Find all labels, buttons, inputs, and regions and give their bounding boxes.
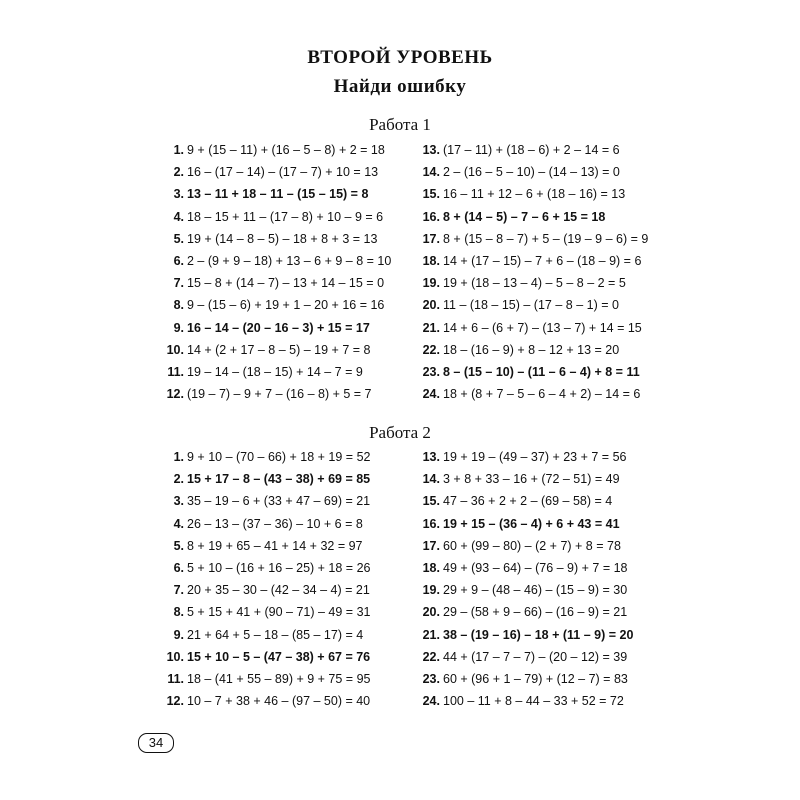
exercise-expression: 19 + 15 – (36 – 4) + 6 + 43 = 41 xyxy=(443,516,620,531)
exercise-number: 16. xyxy=(422,516,440,531)
exercise-row xyxy=(160,624,363,646)
exercise-expression: (17 – 11) + (18 – 6) + 2 – 14 = 6 xyxy=(443,143,620,157)
exercise-number: 17. xyxy=(422,231,440,246)
exercise-expression: 18 + (8 + 7 – 5 – 6 – 4 + 2) – 14 = 6 xyxy=(443,387,641,402)
exercise-row xyxy=(160,294,384,316)
exercise-row xyxy=(416,557,628,579)
exercise-expression: 38 – (19 – 16) – 18 + (11 – 9) = 20 xyxy=(443,627,634,642)
exercise-number: 12. xyxy=(166,694,184,709)
exercise-expression: 16 – 11 + 12 – 6 + (18 – 16) = 13 xyxy=(443,187,626,202)
exercise-row xyxy=(416,183,625,205)
exercise-row xyxy=(160,557,370,579)
exercise-number: 5. xyxy=(173,231,184,246)
exercise-expression: 60 + (99 – 80) – (2 + 7) + 8 = 78 xyxy=(443,538,621,553)
exercise-number: 8. xyxy=(173,605,184,620)
exercise-expression: 19 – 14 – (18 – 15) + 14 – 7 = 9 xyxy=(187,365,363,379)
exercise-expression: 10 – 7 + 38 + 46 – (97 – 50) = 40 xyxy=(187,694,371,709)
exercise-number: 21. xyxy=(422,627,440,642)
exercise-expression: 3 + 8 + 33 – 16 + (72 – 51) = 49 xyxy=(443,472,620,487)
exercise-row xyxy=(160,139,385,161)
exercise-expression: 16 – 14 – (20 – 16 – 3) + 15 = 17 xyxy=(187,320,370,335)
exercise-number: 24. xyxy=(422,694,440,709)
exercise-row xyxy=(160,601,370,623)
exercise-number: 1. xyxy=(173,143,184,157)
exercise-expression: 60 + (96 + 1 – 79) + (12 – 7) = 83 xyxy=(443,672,628,686)
exercise-number: 23. xyxy=(422,365,440,379)
exercise-expression: 19 + (14 – 8 – 5) – 18 + 8 + 3 = 13 xyxy=(187,231,378,246)
exercise-number: 12. xyxy=(166,387,184,402)
exercise-expression: 2 – (9 + 9 – 18) + 13 – 6 + 9 – 8 = 10 xyxy=(187,254,392,268)
exercise-row xyxy=(416,361,640,383)
exercise-row xyxy=(416,339,619,361)
exercise-expression: 29 – (58 + 9 – 66) – (16 – 9) = 21 xyxy=(443,605,628,620)
exercise-row xyxy=(416,250,641,272)
exercise-number: 22. xyxy=(422,649,440,664)
exercise-row xyxy=(416,383,640,405)
exercise-expression: 8 – (15 – 10) – (11 – 6 – 4) + 8 = 11 xyxy=(443,365,640,379)
section-title-work-1: Работа 1 xyxy=(369,115,431,134)
exercise-expression: 29 + 9 – (48 – 46) – (15 – 9) = 30 xyxy=(443,583,628,598)
exercise-row xyxy=(416,317,642,339)
exercise-row xyxy=(416,228,648,250)
exercise-row xyxy=(160,446,370,468)
exercise-number: 2. xyxy=(173,165,184,180)
exercise-expression: 9 + 10 – (70 – 66) + 18 + 19 = 52 xyxy=(187,450,371,464)
exercise-number: 8. xyxy=(173,298,184,313)
exercise-number: 2. xyxy=(173,472,184,487)
exercise-number: 21. xyxy=(422,320,440,335)
exercise-number: 4. xyxy=(173,516,184,531)
exercise-expression: 8 + (15 – 8 – 7) + 5 – (19 – 9 – 6) = 9 xyxy=(443,231,649,246)
exercise-expression: 47 – 36 + 2 + 2 – (69 – 58) = 4 xyxy=(443,494,613,509)
exercise-row xyxy=(160,383,372,405)
exercise-expression: 5 + 10 – (16 + 16 – 25) + 18 = 26 xyxy=(187,561,371,575)
page-title: ВТОРОЙ УРОВЕНЬ xyxy=(307,47,493,68)
exercise-expression: 49 + (93 – 64) – (76 – 9) + 7 = 18 xyxy=(443,561,628,575)
exercise-number: 22. xyxy=(422,342,440,357)
exercise-expression: 5 + 15 + 41 + (90 – 71) – 49 = 31 xyxy=(187,605,371,620)
exercise-row xyxy=(160,250,391,272)
exercise-number: 1. xyxy=(173,450,184,464)
exercise-number: 3. xyxy=(173,187,184,202)
exercise-expression: 11 – (18 – 15) – (17 – 8 – 1) = 0 xyxy=(443,298,619,313)
exercise-expression: 9 – (15 – 6) + 19 + 1 – 20 + 16 = 16 xyxy=(187,298,385,313)
exercise-row xyxy=(416,624,633,646)
exercise-number: 20. xyxy=(422,298,440,313)
exercise-expression: 18 – (16 – 9) + 8 – 12 + 13 = 20 xyxy=(443,342,620,357)
exercise-number: 20. xyxy=(422,605,440,620)
exercise-row xyxy=(416,161,620,183)
exercise-expression: 9 + (15 – 11) + (16 – 5 – 8) + 2 = 18 xyxy=(187,143,385,157)
exercise-number: 11. xyxy=(167,365,184,379)
exercise-expression: 8 + 19 + 65 – 41 + 14 + 32 = 97 xyxy=(187,538,363,553)
exercise-number: 4. xyxy=(173,209,184,224)
exercise-row xyxy=(160,361,363,383)
exercise-expression: 2 – (16 – 5 – 10) – (14 – 13) = 0 xyxy=(443,165,620,180)
exercise-number: 6. xyxy=(173,561,184,575)
exercise-expression: 15 – 8 + (14 – 7) – 13 + 14 – 15 = 0 xyxy=(187,276,385,291)
exercise-number: 7. xyxy=(173,276,184,291)
exercise-row xyxy=(416,468,620,490)
exercise-row xyxy=(416,690,624,712)
exercise-expression: 21 + 64 + 5 – 18 – (85 – 17) = 4 xyxy=(187,627,364,642)
exercise-expression: 35 – 19 – 6 + (33 + 47 – 69) = 21 xyxy=(187,494,371,509)
exercise-row xyxy=(416,446,626,468)
exercise-row xyxy=(416,535,621,557)
exercise-expression: 26 – 13 – (37 – 36) – 10 + 6 = 8 xyxy=(187,516,363,531)
exercise-number: 3. xyxy=(173,494,184,509)
section-title-work-2: Работа 2 xyxy=(369,423,431,442)
exercise-row xyxy=(160,161,378,183)
exercise-number: 7. xyxy=(173,583,184,598)
exercise-row xyxy=(160,513,363,535)
exercise-row xyxy=(160,206,383,228)
exercise-row xyxy=(160,535,363,557)
exercise-row xyxy=(416,668,628,690)
exercise-number: 19. xyxy=(422,583,440,598)
exercise-row xyxy=(160,183,368,205)
exercise-expression: 20 + 35 – 30 – (42 – 34 – 4) = 21 xyxy=(187,583,370,598)
exercise-number: 14. xyxy=(422,165,440,180)
exercise-number: 10. xyxy=(166,342,184,357)
exercise-row xyxy=(416,206,605,228)
exercise-expression: 19 + (18 – 13 – 4) – 5 – 8 – 2 = 5 xyxy=(443,276,626,291)
exercise-number: 18. xyxy=(422,561,440,575)
exercise-expression: 15 + 10 – 5 – (47 – 38) + 67 = 76 xyxy=(187,649,371,664)
exercise-expression: 44 + (17 – 7 – 7) – (20 – 12) = 39 xyxy=(443,649,628,664)
exercise-row xyxy=(416,294,619,316)
exercise-expression: 18 – (41 + 55 – 89) + 9 + 75 = 95 xyxy=(187,672,371,686)
exercise-row xyxy=(160,646,370,668)
exercise-number: 13. xyxy=(422,143,440,157)
exercise-row xyxy=(160,272,384,294)
exercise-row xyxy=(160,228,377,250)
exercise-expression: 14 + (2 + 17 – 8 – 5) – 19 + 7 = 8 xyxy=(187,342,371,357)
exercise-row xyxy=(160,668,370,690)
exercise-row xyxy=(416,513,620,535)
exercise-expression: 15 + 17 – 8 – (43 – 38) + 69 = 85 xyxy=(187,472,371,487)
exercise-number: 9. xyxy=(173,627,184,642)
exercise-expression: 13 – 11 + 18 – 11 – (15 – 15) = 8 xyxy=(187,187,369,202)
exercise-expression: 14 + (17 – 15) – 7 + 6 – (18 – 9) = 6 xyxy=(443,254,642,268)
exercise-expression: 18 – 15 + 11 – (17 – 8) + 10 – 9 = 6 xyxy=(187,209,384,224)
exercise-row xyxy=(416,646,627,668)
exercise-row xyxy=(416,272,626,294)
exercise-number: 14. xyxy=(422,472,440,487)
page-number: 34 xyxy=(138,733,174,753)
exercise-number: 15. xyxy=(422,187,440,202)
exercise-number: 13. xyxy=(422,450,440,464)
exercise-expression: 100 – 11 + 8 – 44 – 33 + 52 = 72 xyxy=(443,694,624,709)
exercise-number: 23. xyxy=(422,672,440,686)
exercise-row xyxy=(160,468,370,490)
exercise-row xyxy=(416,139,620,161)
exercise-number: 18. xyxy=(422,254,440,268)
exercise-number: 5. xyxy=(173,538,184,553)
exercise-expression: (19 – 7) – 9 + 7 – (16 – 8) + 5 = 7 xyxy=(187,387,372,402)
exercise-number: 15. xyxy=(422,494,440,509)
exercise-number: 16. xyxy=(422,209,440,224)
exercise-number: 19. xyxy=(422,276,440,291)
exercise-expression: 16 – (17 – 14) – (17 – 7) + 10 = 13 xyxy=(187,165,379,180)
exercise-row xyxy=(416,490,612,512)
exercise-row xyxy=(160,490,370,512)
exercise-row xyxy=(416,601,627,623)
exercise-row xyxy=(160,339,370,361)
exercise-number: 10. xyxy=(166,649,184,664)
exercise-number: 11. xyxy=(167,672,184,686)
exercise-expression: 14 + 6 – (6 + 7) – (13 – 7) + 14 = 15 xyxy=(443,320,642,335)
exercise-row xyxy=(160,690,370,712)
exercise-row xyxy=(160,579,370,601)
exercise-row xyxy=(160,317,370,339)
exercise-number: 24. xyxy=(422,387,440,402)
exercise-number: 9. xyxy=(173,320,184,335)
exercise-expression: 19 + 19 – (49 – 37) + 23 + 7 = 56 xyxy=(443,450,627,464)
exercise-expression: 8 + (14 – 5) – 7 – 6 + 15 = 18 xyxy=(443,209,606,224)
exercise-number: 17. xyxy=(422,538,440,553)
exercise-number: 6. xyxy=(173,254,184,268)
exercise-row xyxy=(416,579,627,601)
page-subtitle: Найди ошибку xyxy=(333,76,467,97)
